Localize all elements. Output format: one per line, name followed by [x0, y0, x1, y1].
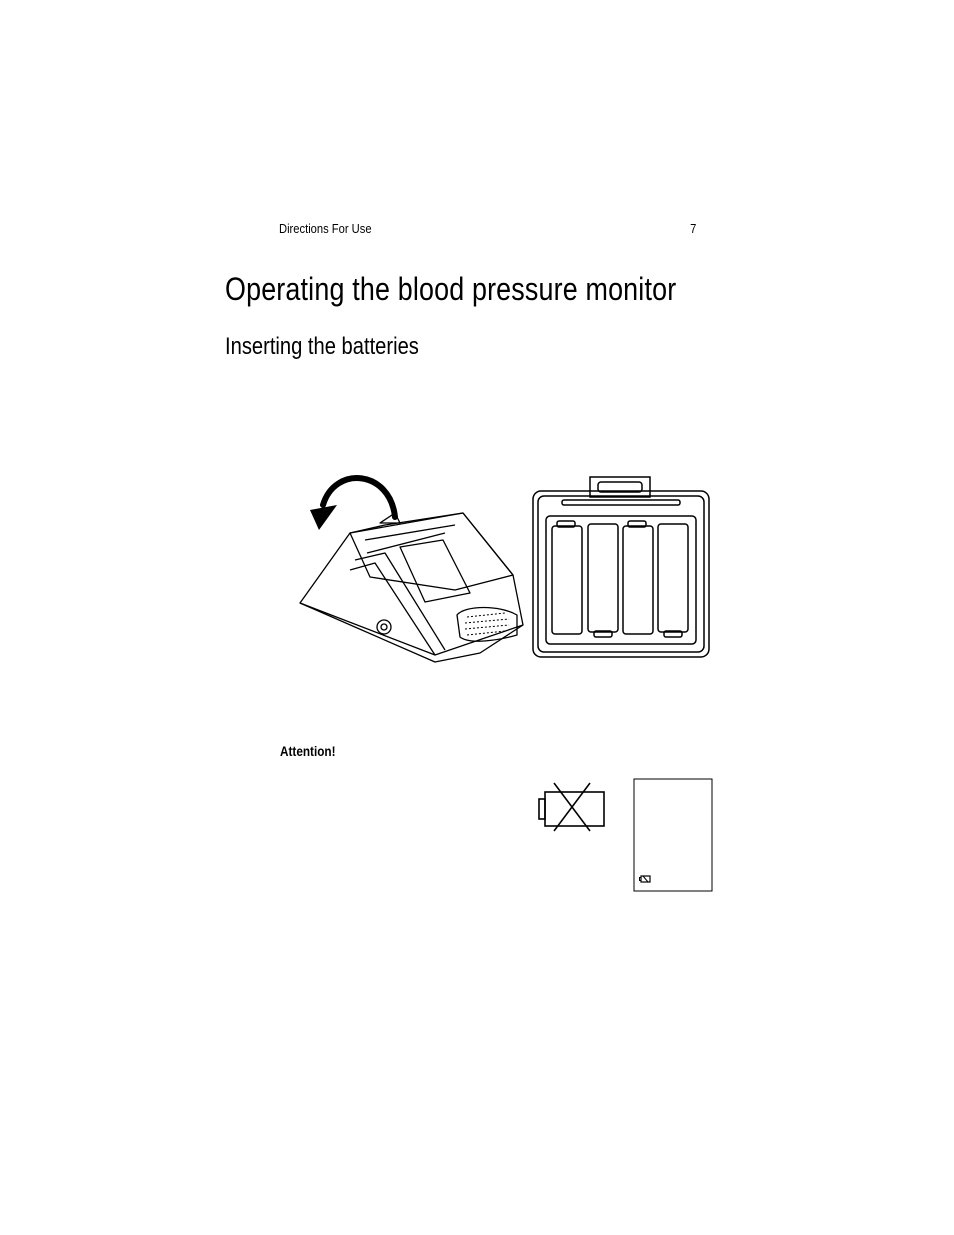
- running-title: Directions For Use: [279, 221, 372, 236]
- running-header: [279, 221, 697, 239]
- battery-compartment-icon: [530, 474, 712, 660]
- page-number: 7: [690, 221, 697, 236]
- attention-label: Attention!: [280, 743, 336, 759]
- battery-low-panel-icon: [633, 778, 713, 892]
- section-title: Inserting the batteries: [225, 333, 419, 360]
- page-title: Operating the blood pressure monitor: [225, 271, 677, 307]
- crossed-battery-icon: [538, 783, 608, 833]
- blood-pressure-monitor-icon: [295, 465, 530, 670]
